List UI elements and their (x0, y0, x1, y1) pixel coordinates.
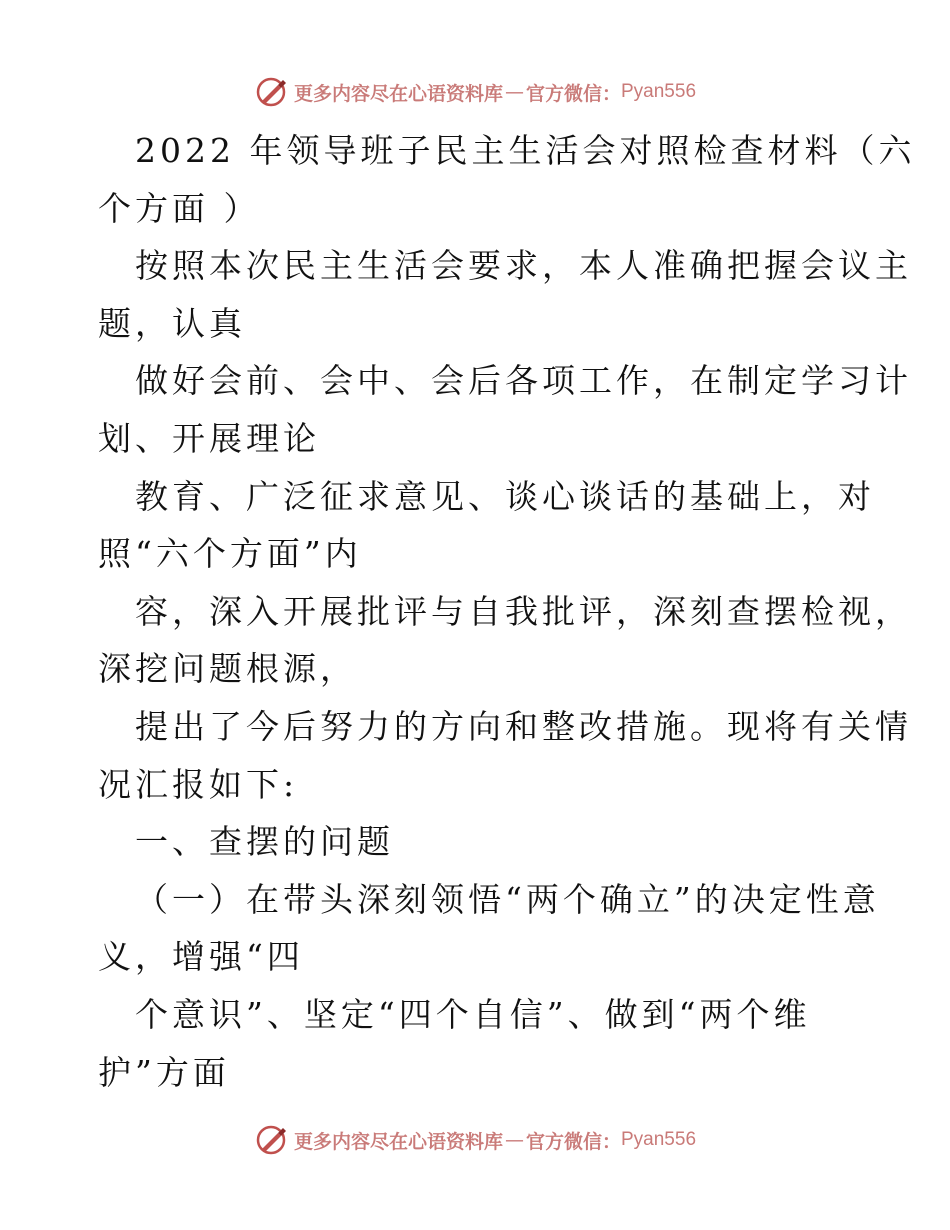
document-line: 照“六个方面”内 (98, 534, 362, 574)
header-watermark (0, 72, 950, 112)
pen-logo-icon (254, 75, 288, 109)
document-line: 划、开展理论 (98, 418, 320, 458)
document-line: 教育、广泛征求意见、谈心谈话的基础上，对 (135, 476, 875, 516)
document-line: 按照本次民主生活会要求，本人准确把握会议主 (135, 246, 912, 286)
document-line: 容，深入开展批评与自我批评，深刻查摆检视， (135, 591, 912, 631)
watermark-contact-id: Pyan556 (621, 1129, 697, 1150)
document-line: 个意识”、坚定“四个自信”、做到“两个维 (135, 994, 811, 1034)
document-line: 一、查摆的问题 (135, 822, 394, 862)
watermark-contact-id: Pyan556 (621, 81, 697, 102)
watermark-contact-label: 官方微信： (525, 82, 621, 105)
watermark-separator: — (504, 1129, 524, 1151)
document-line: 护”方面 (98, 1052, 230, 1092)
document-line: 2022 年领导班子民主生活会对照检查材料（六 (135, 131, 916, 170)
document-line: 做好会前、会中、会后各项工作，在制定学习计 (135, 361, 912, 401)
watermark-text: 更多内容尽在心语资料库 (293, 82, 503, 105)
document-line: 题，认真 (98, 303, 246, 343)
watermark-separator: — (504, 81, 524, 103)
watermark-text: 更多内容尽在心语资料库 (293, 1130, 503, 1153)
document-line: 提出了今后努力的方向和整改措施。现将有关情 (135, 706, 912, 746)
document-line: （一）在带头深刻领悟“两个确立”的决定性意 (135, 879, 880, 919)
watermark-contact-label: 官方微信： (525, 1130, 621, 1153)
document-body (98, 122, 916, 1101)
document-line: 况汇报如下: (98, 764, 299, 804)
document-line: 个方面 ） (98, 188, 261, 228)
pen-logo-icon (254, 1123, 288, 1157)
document-line: 义，增强“四 (98, 937, 304, 977)
footer-watermark (0, 1120, 950, 1160)
document-line: 深挖问题根源， (98, 649, 357, 689)
